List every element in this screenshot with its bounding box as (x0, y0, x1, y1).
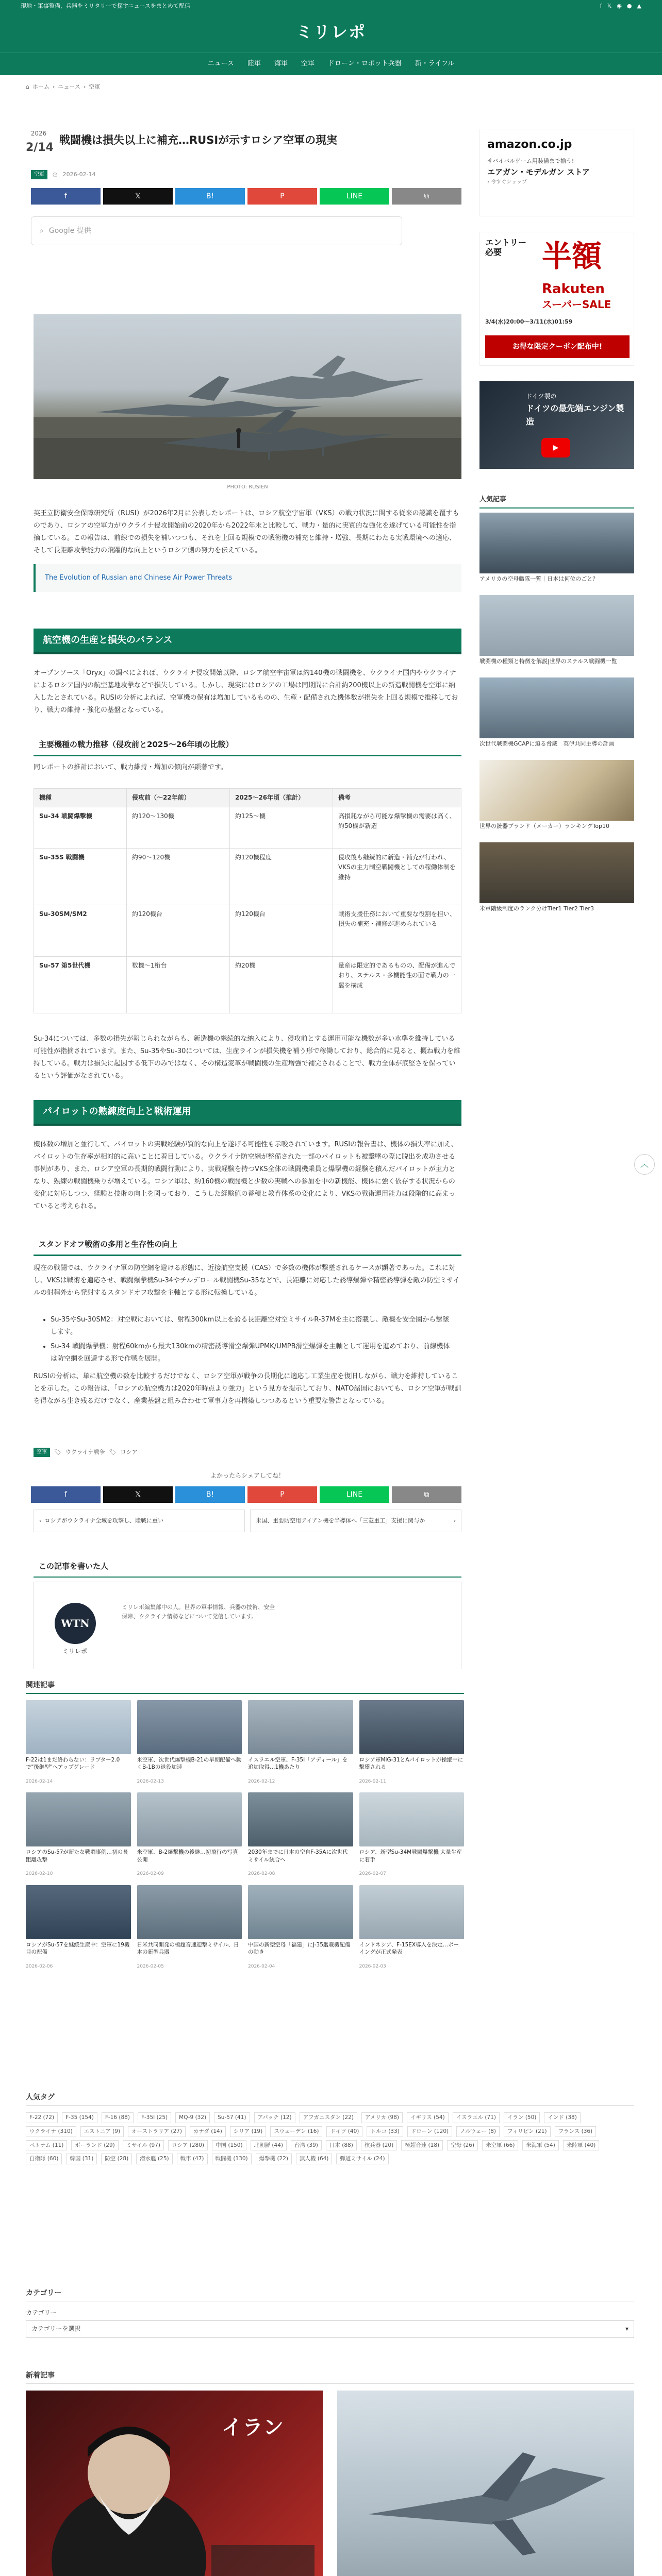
breadcrumb: ⌂ ホーム › ニュース › 空軍 (26, 82, 100, 92)
related-thumbnail (137, 1792, 242, 1846)
tag-link[interactable]: 中国 (150) (212, 2140, 246, 2151)
topbar (0, 0, 662, 12)
share-pocket-button[interactable]: P (247, 188, 317, 205)
table-cell: 約125〜機 (230, 807, 333, 849)
tag-link[interactable]: トルコ (33) (367, 2126, 403, 2137)
recent-heading: 新着記事 (26, 2370, 634, 2384)
table-cell: 高損耗ながら可能な爆撃機の需要は高く、約50機が新造 (333, 807, 461, 849)
author-bio: ミリレポ編集部中の人。世界の軍事情報、兵器の技術、安全保障、ウクライナ情勢などについて発信しています。 (122, 1604, 275, 1620)
tag-link[interactable]: ノルウェー (8) (456, 2126, 500, 2137)
related-thumbnail (137, 1700, 242, 1754)
tag-link[interactable]: F-16 (88) (102, 2112, 134, 2123)
rakuten-coupon-button[interactable]: お得な限定クーポン配布中! (485, 335, 630, 358)
popular-thumbnail (479, 760, 634, 821)
related-title: 日米共同開発の極超音速迎撃ミサイル、日本の新型兵器 (137, 1941, 239, 1955)
table-header: 機種 (34, 789, 127, 807)
amazon-ad-line3: › 今すぐショップ (487, 179, 527, 185)
facebook-icon[interactable]: f (600, 3, 602, 10)
article-main (26, 129, 464, 2576)
related-date: 2026-02-11 (359, 1779, 386, 1784)
table-row (34, 957, 461, 1013)
article-meta (31, 170, 96, 179)
rakuten-logo: Rakuten (542, 281, 605, 297)
nav-item-news[interactable]: ニュース (207, 60, 234, 68)
tag-link[interactable]: F-35 (154) (62, 2112, 97, 2123)
tag-link[interactable]: 米空軍 (66) (482, 2140, 518, 2151)
related-card[interactable] (26, 1885, 131, 1970)
intro-paragraph: 英王立防衛安全保障研究所（RUSI）が2026年2月に公表したレポートは、ロシア航空宇宙軍（VKS）の戦力状況に関する従来の認識を覆すものであり、ロシアの空軍力がウクライナ侵攻開始前の2020年から2022年末と比較して、戦力・量的に実質的な強化を遂げている可能性を指摘している。この報告は、前線での損失を補いつつも、それを上回る規模での戦術機の補充と維持・増強、長期にわたる実戦環境への適応、そして長距離攻撃能力の飛躍的な向上というロシア側の努力を伝えている。 (34, 510, 459, 555)
related-title: ロシアのSu-57が新たな戦闘事例…初の長距離攻撃 (26, 1849, 128, 1863)
related-date: 2026-02-13 (137, 1779, 164, 1784)
table-cell: Su-57 第5世代機 (34, 957, 127, 1013)
tag-link[interactable]: Su-57 (41) (214, 2112, 250, 2123)
breadcrumb-airforce[interactable]: 空軍 (89, 83, 101, 90)
related-grid (26, 1700, 464, 1970)
related-card[interactable] (248, 1700, 353, 1785)
tag-link[interactable]: ミサイル (97) (123, 2140, 164, 2151)
prev-article-title: ロシアがウクライナ全域を攻撃し、陸戦に重い (44, 1517, 164, 1524)
tag-link[interactable]: 台湾 (39) (291, 2140, 322, 2151)
related-card[interactable] (137, 1792, 242, 1877)
popular-thumbnail (479, 513, 634, 573)
nav-item-drone[interactable]: ドローン・ロボット兵器 (327, 60, 402, 68)
related-thumbnail (248, 1885, 353, 1939)
related-date: 2026-02-04 (248, 1963, 275, 1969)
engine-ad-sub: ドイツ製の (526, 393, 557, 400)
article-title: 戦闘機は損失以上に補充…RUSIが示すロシア空軍の現実 (59, 134, 338, 146)
related-date: 2026-02-06 (26, 1963, 53, 1969)
tag-link[interactable]: アフガニスタン (22) (300, 2112, 357, 2123)
related-date: 2026-02-09 (137, 1871, 164, 1877)
tag-link[interactable]: 北朝鮮 (44) (251, 2140, 287, 2151)
popular-item[interactable] (479, 513, 634, 590)
google-search-box[interactable] (31, 216, 402, 245)
share-hatena-button[interactable]: B! (175, 1486, 245, 1503)
popular-thumbnail (479, 842, 634, 903)
tag-link[interactable]: ドローン (120) (407, 2126, 452, 2137)
tag-link[interactable]: カナダ (14) (190, 2126, 226, 2137)
recent-thumbnail (26, 2391, 323, 2576)
author-avatar: WTN (55, 1603, 96, 1644)
amazon-ad[interactable] (479, 129, 634, 216)
nav-item-navy[interactable]: 海軍 (274, 60, 288, 68)
tag-link[interactable]: 極超音速 (18) (401, 2140, 443, 2151)
share-facebook-button[interactable]: f (31, 188, 101, 205)
popular-item[interactable] (479, 760, 634, 837)
line-icon[interactable]: ● (626, 3, 632, 10)
nav-item-airforce[interactable]: 空軍 (301, 60, 315, 68)
popular-title: 次世代戦闘機GCAPに迫る脅威 英伊共同主導の計画 (479, 740, 615, 747)
recent-card[interactable] (337, 2391, 634, 2576)
recent-card[interactable] (26, 2391, 323, 2576)
next-article-link[interactable] (250, 1510, 461, 1532)
recent-thumbnail (337, 2391, 634, 2576)
copy-link-button[interactable]: ⧉ (392, 188, 461, 205)
tag-link[interactable]: オーストラリア (27) (128, 2126, 186, 2137)
breadcrumb-news[interactable]: ニュース (58, 83, 80, 90)
tag-link[interactable]: ロシア (280) (168, 2140, 208, 2151)
copy-link-button[interactable]: ⧉ (392, 1486, 461, 1503)
tag-link[interactable]: 韓国 (31) (66, 2154, 97, 2164)
popular-heading: 人気記事 (479, 495, 634, 509)
standoff-paragraph: 現在の戦闘では、ウクライナ軍の防空網を避ける形態に、近接航空支援（CAS）で多数の機体が撃墜されるケースが顕著であった。これに対し、VKSは戦術を適応させ、戦闘爆撃機Su-34やチルデロール戦闘機Su-35などで、長距離に対応した誘導爆弾や精密誘導弾を敵の防空ミサイルの射程外から発射するスタンドオフ攻撃を主軸とする形に転換している。 (34, 1264, 460, 1297)
fighter-illustration (337, 2391, 634, 2576)
tag-link[interactable]: フランス (36) (555, 2126, 597, 2137)
tag-link[interactable]: シリア (19) (230, 2126, 266, 2137)
table-cell: 約90〜120機 (127, 849, 230, 905)
share-buttons-bottom (31, 1486, 461, 1503)
table-cell: 約120機程度 (230, 849, 333, 905)
share-x-button[interactable]: 𝕏 (103, 188, 173, 205)
category-heading: カテゴリー (26, 2287, 634, 2301)
clock-icon: ◷ (53, 171, 58, 178)
related-card[interactable] (359, 1700, 465, 1785)
related-title: 米空軍、B-2爆撃機の後継…初飛行の写真公開 (137, 1849, 238, 1863)
rakuten-entry: エントリー (485, 238, 527, 247)
related-thumbnail (359, 1792, 465, 1846)
global-nav (0, 53, 662, 75)
post-year: 2026 (30, 130, 47, 137)
rakuten-ad[interactable] (479, 232, 634, 366)
site-header (0, 12, 662, 53)
sidebar (479, 129, 634, 1365)
prev-article-link[interactable] (34, 1510, 245, 1532)
tag-link[interactable]: 核兵器 (20) (361, 2140, 397, 2151)
article-tags (34, 1448, 138, 1457)
category-label: カテゴリー (26, 2309, 57, 2316)
popular-item[interactable] (479, 842, 634, 920)
popular-title: 米軍階級制度のランク分けTier1 Tier2 Tier3 (479, 905, 594, 912)
tag-link[interactable]: ウクライナ (310) (26, 2126, 76, 2137)
site-logo[interactable]: ミリレポ (295, 22, 366, 42)
related-thumbnail (26, 1885, 131, 1939)
rakuten-dates: 3/4(水)20:00～3/11(水)01:59 (485, 318, 573, 325)
table-cell: 約120〜130機 (127, 807, 230, 849)
related-date: 2026-02-05 (137, 1963, 164, 1969)
chevron-down-icon: ▾ (625, 2325, 628, 2333)
related-title: インドネシア、F-15EX導入を決定…ボーイングが正式発表 (359, 1941, 459, 1955)
table-cell: Su-35S 戦闘機 (34, 849, 127, 905)
category-badge[interactable]: 空軍 (31, 170, 47, 179)
author-name[interactable]: ミリレポ (62, 1648, 88, 1655)
table-header: 2025〜26年頃（推計） (230, 789, 333, 807)
share-x-button[interactable]: 𝕏 (103, 1486, 173, 1503)
related-card[interactable] (359, 1792, 465, 1877)
publish-date: 2026-02-14 (62, 171, 96, 178)
production-paragraph: オープンソース「Oryx」の調べによれば、ウクライナ侵攻開始以降、ロシア航空宇宙軍は約140機の戦闘機を、ウクライナ国内やウクライナによるロシア国内の航空基地攻撃などで損失している。しかし、現実にはロシアの工場は同期間に合計約200機以上の新造戦闘機を空軍に納入したとされている。RUSIの分析によれば、空軍機の保有は増加しているものの、生産・配備された機体数が損失を上回る規模で推移しており、戦力の維持・強化の基盤となっている。 (34, 669, 458, 715)
tag-link[interactable]: ドイツ (40) (326, 2126, 362, 2137)
tag-russia[interactable]: ロシア (120, 1449, 138, 1456)
related-title: ロシアがSu-57を継続生産中：空軍に19機目の配備 (26, 1941, 130, 1955)
related-date: 2026-02-12 (248, 1779, 275, 1784)
back-to-top-button[interactable] (634, 1154, 655, 1175)
feedly-icon[interactable]: ▲ (637, 3, 641, 10)
related-card[interactable] (26, 1792, 131, 1877)
pilot-paragraph: 機体数の増加と並行して、パイロットの実戦経験が質的な向上を遂げる可能性も示唆されています。RUSIの報告書は、機体の損失率に加え、パイロットの生存率が相対的に高いことに着目している。ウクライナ防空網が整備された一部のパイロットも被撃墜の際に脱出を成功させる事例があり、また、ロシア空軍の長期的戦闘行動により、実戦経験を持つVKS全体の戦闘機乗員と爆撃機の経験を積んだパイロットが主力となり、熟練の戦闘機乗りが増えている。ロシア軍は、約160機の戦闘機と少数の実戦への参加を中の新機能、機体に強く依存する状況からの変化に対応しつつ、経験と技術の向上を図っており、こうした経験値の蓄積と教育体系の変化により、VKSの戦術運用能力は段階的に高まっていると考えられる。 (34, 1141, 458, 1211)
tag-link[interactable]: アメリカ (98) (361, 2112, 403, 2123)
table-cell: 侵攻後も継続的に新造・補充が行われ、VKSの主力制空戦闘機としての稼働体制を維持 (333, 849, 461, 905)
related-date: 2026-02-07 (359, 1871, 386, 1877)
amazon-ad-line2: エアガン・モデルガン ストア (487, 167, 590, 177)
tag-link[interactable]: イギリス (54) (407, 2112, 449, 2123)
tag-icon: 🏷 (54, 1449, 61, 1456)
table-cell: 数機〜1桁台 (127, 957, 230, 1013)
tag-link[interactable]: MQ-9 (32) (175, 2112, 210, 2123)
engine-ad-text: ドイツの最先端エンジン製造 (526, 403, 624, 427)
table-cell: 約20機 (230, 957, 333, 1013)
tag-link[interactable]: 空母 (26) (447, 2140, 478, 2151)
tag-link[interactable]: アパッチ (12) (254, 2112, 295, 2123)
table-row (34, 807, 461, 849)
tag-cloud (26, 2112, 634, 2164)
related-title: F-22は1まだ終わらない：ラプター2.0で"後継型"へアップグレード (26, 1757, 120, 1771)
tag-airforce[interactable]: 空軍 (34, 1448, 50, 1457)
table-cell: Su-34 戦闘爆撃機 (34, 807, 127, 849)
post-monthday: 2/14 (26, 141, 54, 155)
tag-link[interactable]: 米陸軍 (40) (563, 2140, 599, 2151)
related-date: 2026-02-14 (26, 1779, 53, 1784)
amazon-ad-line1: サバイバルゲーム用装備まで揃う! (487, 158, 574, 165)
share-pocket-button[interactable]: P (247, 1486, 317, 1503)
tag-ukraine[interactable]: ウクライナ戦争 (65, 1449, 105, 1456)
category-select-value: カテゴリーを選択 (31, 2325, 81, 2333)
related-card[interactable] (137, 1700, 242, 1785)
related-title: イスラエル空軍、F-35I「アディール」を追加取得…1機あたり (248, 1757, 348, 1771)
table-cell: 量産は限定的であるものの、配備が進んでおり、ステルス・多機能性の面で戦力の一翼を構成 (333, 957, 461, 1013)
tag-link[interactable]: F-22 (72) (26, 2112, 58, 2123)
list-item: • Su-34 戦闘爆撃機：射程60kmから最大130kmの精密誘導滑空爆弾UPMK/UMPB滑空爆弾を主軸として運用を進めており、前線機体は防空網を回避する形で作戦を展開。 (51, 1341, 454, 1365)
tag-link[interactable]: 米海軍 (54) (522, 2140, 558, 2151)
popular-tags-heading: 人気タグ (26, 2092, 634, 2106)
popular-title: 世界の銃器ブランド（メーカー）ランキングTop10 (479, 823, 610, 829)
related-thumbnail (26, 1792, 131, 1846)
related-title: 2030年までに日本の空自F-35Aに次世代ミサイル統合へ (248, 1849, 348, 1863)
weapons-list (41, 1314, 454, 1365)
section-heading-pilots: パイロットの熟練度向上と戦術運用 (34, 1100, 461, 1126)
play-icon[interactable]: ▶ (541, 438, 570, 457)
tag-link[interactable]: 戦闘機 (130) (212, 2154, 252, 2164)
related-thumbnail (359, 1885, 465, 1939)
author-box (34, 1582, 461, 1669)
related-card[interactable] (248, 1792, 353, 1877)
rakuten-sale: スーパーSALE (542, 298, 611, 311)
related-date: 2026-02-08 (248, 1871, 275, 1877)
tag-link[interactable]: 防空 (28) (101, 2154, 132, 2164)
tag-link[interactable]: ポーランド (29) (71, 2140, 118, 2151)
breadcrumb-home[interactable]: ホーム (32, 83, 49, 90)
tag-link[interactable]: 自衛隊 (60) (26, 2154, 62, 2164)
tag-link[interactable]: 弾道ミサイル (24) (336, 2154, 388, 2164)
related-date: 2026-02-10 (26, 1871, 53, 1877)
related-link-box[interactable]: The Evolution of Russian and Chinese Air Power Threats (34, 564, 461, 592)
table-row (34, 849, 461, 905)
tag-link[interactable]: 無人機 (64) (296, 2154, 332, 2164)
section-heading-production: 航空機の生産と損失のバランス (34, 629, 461, 654)
nav-item-army[interactable]: 陸軍 (247, 60, 261, 68)
related-title: 中国の新型空母「福建」にJ-35艦載機配備の動き (248, 1941, 351, 1955)
tag-icon: 🏷 (109, 1449, 117, 1456)
share-message: よかったらシェアしてね！ (210, 1472, 285, 1479)
share-hatena-button[interactable]: B! (175, 188, 245, 205)
table-cell: 約120機台 (230, 905, 333, 957)
search-placeholder: Google 提供 (48, 226, 91, 235)
social-icons (600, 2, 641, 11)
related-date: 2026-02-03 (359, 1963, 386, 1969)
recent-image-label: イラン (222, 2416, 284, 2439)
fighter-jets-illustration (34, 314, 461, 479)
related-card[interactable] (137, 1885, 242, 1970)
tag-link[interactable]: スウェーデン (16) (270, 2126, 322, 2137)
share-line-button[interactable]: LINE (320, 1486, 389, 1503)
popular-title: アメリカの空母艦隊一覧｜日本は何位のごと？ (479, 575, 599, 582)
tag-link[interactable]: ベトナム (11) (26, 2140, 67, 2151)
tag-link[interactable]: F-35I (25) (138, 2112, 171, 2123)
tag-link[interactable]: 潜水艦 (25) (136, 2154, 172, 2164)
list-item: • Su-35やSu-30SM2：対空戦においては、射程300km以上を誇る長距離空対空ミサイルR-37Mを主に搭載し、敵機を安全圏から撃墜します。 (51, 1314, 454, 1338)
post-date-box (26, 129, 52, 157)
popular-item[interactable] (479, 595, 634, 672)
nav-item-rifle[interactable]: 新・ライフル (415, 60, 455, 68)
table-cell: 戦術支援任務において重要な役割を担い、損失の補充・補修が進められている (333, 905, 461, 957)
tag-link[interactable]: エストニア (9) (80, 2126, 124, 2137)
tag-link[interactable]: 日本 (88) (326, 2140, 357, 2151)
conclusion-paragraph: RUSIの分析は、単に航空機の数を比較するだけでなく、ロシア空軍が戦争の長期化に適応し工業生産を復旧しながら、戦力を維持していることを示した。この報告は、「ロシアの航空機力は2020年時点より強力」という見方を提示しており、NATO諸国においても、ロシア空軍が戦訓を得ながら生き残るだけでなく、産業基盤と組み合わせて軍事力を再構築しつつあるという重要な警告となっている。 (34, 1372, 461, 1405)
table-cell: Su-30SM/SM2 (34, 905, 127, 957)
amazon-logo: amazon.co.jp (487, 138, 572, 151)
search-icon: ⌕ (40, 226, 44, 235)
chevron-up-icon: ︿ (640, 1159, 649, 1170)
share-line-button[interactable]: LINE (320, 188, 389, 205)
tag-link[interactable]: 戦車 (47) (177, 2154, 208, 2164)
popular-thumbnail (479, 595, 634, 656)
related-card[interactable] (26, 1700, 131, 1785)
rakuten-half-price: 半額 (542, 239, 602, 274)
table-intro: 同レポートの推計において、戦力維持・増加の傾向が顕著です。 (34, 764, 227, 771)
related-card[interactable] (248, 1885, 353, 1970)
next-article-title: 米国、重要防空用アイアン機を半導体へ「三菱重工」支援に関与か (256, 1517, 425, 1524)
photo-caption: PHOTO: RUSIEN (227, 484, 268, 490)
table-cell: 約120機台 (127, 905, 230, 957)
popular-thumbnail (479, 677, 634, 738)
engine-ad[interactable] (479, 381, 634, 469)
chevron-right-icon: › (453, 1517, 456, 1524)
related-thumbnail (137, 1885, 242, 1939)
home-icon: ⌂ (26, 83, 29, 90)
twitter-icon[interactable]: 𝕏 (607, 3, 612, 10)
related-title: ロシア軍MiG-31とAパイロットが操縦中に撃墜される (359, 1757, 464, 1771)
table-row (34, 905, 461, 957)
related-card[interactable] (359, 1885, 465, 1970)
category-select[interactable] (26, 2320, 634, 2338)
aircraft-table (34, 788, 461, 1013)
rakuten-entry-required: 必要 (485, 247, 502, 258)
tag-link[interactable]: 爆撃機 (22) (256, 2154, 292, 2164)
related-thumbnail (248, 1792, 353, 1846)
related-title: ロシア、新型Su-34M戦闘爆撃機 大量生産に着手 (359, 1849, 462, 1863)
tag-link[interactable]: フィリピン (21) (504, 2126, 551, 2137)
table-header-row (34, 789, 461, 807)
table-header: 備考 (333, 789, 461, 807)
tag-link[interactable]: イスラエル (71) (453, 2112, 500, 2123)
related-title: 米空軍、次世代爆撃機B-21の早期配備へ動くB-1Bの退役加速 (137, 1757, 242, 1771)
analysis-paragraph: Su-34については、多数の損失が報じられながらも、新造機の継続的な納入により、侵攻前とする運用可能な機数が多い水準を維持している可能性が指摘されています。また、Su-35やSu-30については、生産ラインが損失機を補う形で稼働しており、総合的に見ると、概ね戦力を維持している。戦力は損失に起因する低下のみではなく、その構造変革が戦闘機の生産増強で補完されることで、戦力全体が底堅さを保っているという評価がなされている。 (34, 1035, 460, 1080)
tag-link[interactable]: イラン (50) (504, 2112, 540, 2123)
chevron-left-icon: ‹ (39, 1517, 42, 1524)
related-thumbnail (26, 1700, 131, 1754)
related-thumbnail (248, 1700, 353, 1754)
related-thumbnail (359, 1700, 465, 1754)
subheading-trends: 主要機種の戦力推移（侵攻前と2025〜26年頃の比較） (34, 734, 461, 756)
subheading-standoff: スタンドオフ戦術の多用と生存性の向上 (34, 1234, 461, 1256)
popular-item[interactable] (479, 677, 634, 755)
rss-icon[interactable]: ◉ (617, 3, 622, 10)
share-facebook-button[interactable]: f (31, 1486, 101, 1503)
popular-title: 戦闘機の種類と特徴を解説|世界のステルス戦闘機一覧 (479, 658, 617, 665)
hero-image (34, 314, 461, 479)
related-heading: 関連記事 (26, 1680, 464, 1694)
author-heading: この記事を書いた人 (34, 1556, 461, 1578)
share-buttons-top (31, 188, 461, 205)
tag-link[interactable]: インド (38) (544, 2112, 580, 2123)
topbar-tagline: 現地・軍事整備、兵器をミリタリーで探すニュースをまとめて配信 (21, 3, 190, 10)
table-header: 侵攻前（〜22年前） (127, 789, 230, 807)
